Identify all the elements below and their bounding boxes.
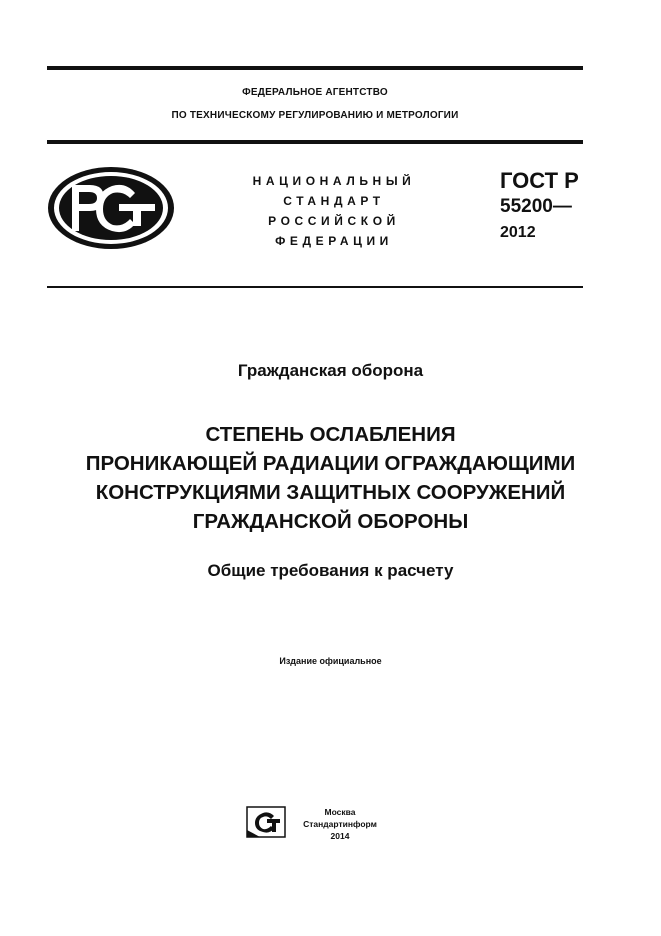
national-standard-line-2: СТАНДАРТ (283, 194, 385, 208)
agency-name-line-2: ПО ТЕХНИЧЕСКОМУ РЕГУЛИРОВАНИЮ И МЕТРОЛОГИИ (171, 110, 459, 121)
national-standard-line-1: НАЦИОНАЛЬНЫЙ (252, 174, 416, 188)
title-line-4: ГРАЖДАНСКОЙ ОБОРОНЫ (192, 510, 469, 533)
edition-note: Издание официальное (279, 656, 382, 666)
standard-code-prefix: ГОСТ Р (500, 168, 579, 193)
publisher-name: Стандартинформ (303, 819, 377, 829)
title-line-2: ПРОНИКАЮЩЕЙ РАДИАЦИИ ОГРАЖДАЮЩИМИ (85, 452, 576, 475)
document-subject: Гражданская оборона (237, 361, 424, 380)
standard-code-number: 55200— (500, 196, 572, 217)
title-line-1: СТЕПЕНЬ ОСЛАБЛЕНИЯ (205, 423, 456, 446)
national-standard-line-3: РОССИЙСКОЙ (268, 214, 400, 228)
top-rule (47, 66, 583, 70)
title-line-3: КОНСТРУКЦИЯМИ ЗАЩИТНЫХ СООРУЖЕНИЙ (95, 481, 566, 504)
agency-name-line-1: ФЕДЕРАЛЬНОЕ АГЕНТСТВО (242, 87, 388, 98)
middle-rule (47, 140, 583, 144)
bottom-rule (47, 286, 583, 288)
publisher-imprint (292, 806, 388, 842)
rst-certification-logo-icon (46, 165, 176, 251)
national-standard-line-4: ФЕДЕРАЦИИ (275, 234, 393, 248)
standartinform-logo-icon (246, 806, 286, 838)
publisher-year: 2014 (330, 831, 350, 841)
standard-code-year: 2012 (500, 224, 536, 241)
publisher-city: Москва (324, 807, 356, 817)
document-title (0, 420, 661, 536)
document-subtitle: Общие требования к расчету (207, 561, 454, 580)
